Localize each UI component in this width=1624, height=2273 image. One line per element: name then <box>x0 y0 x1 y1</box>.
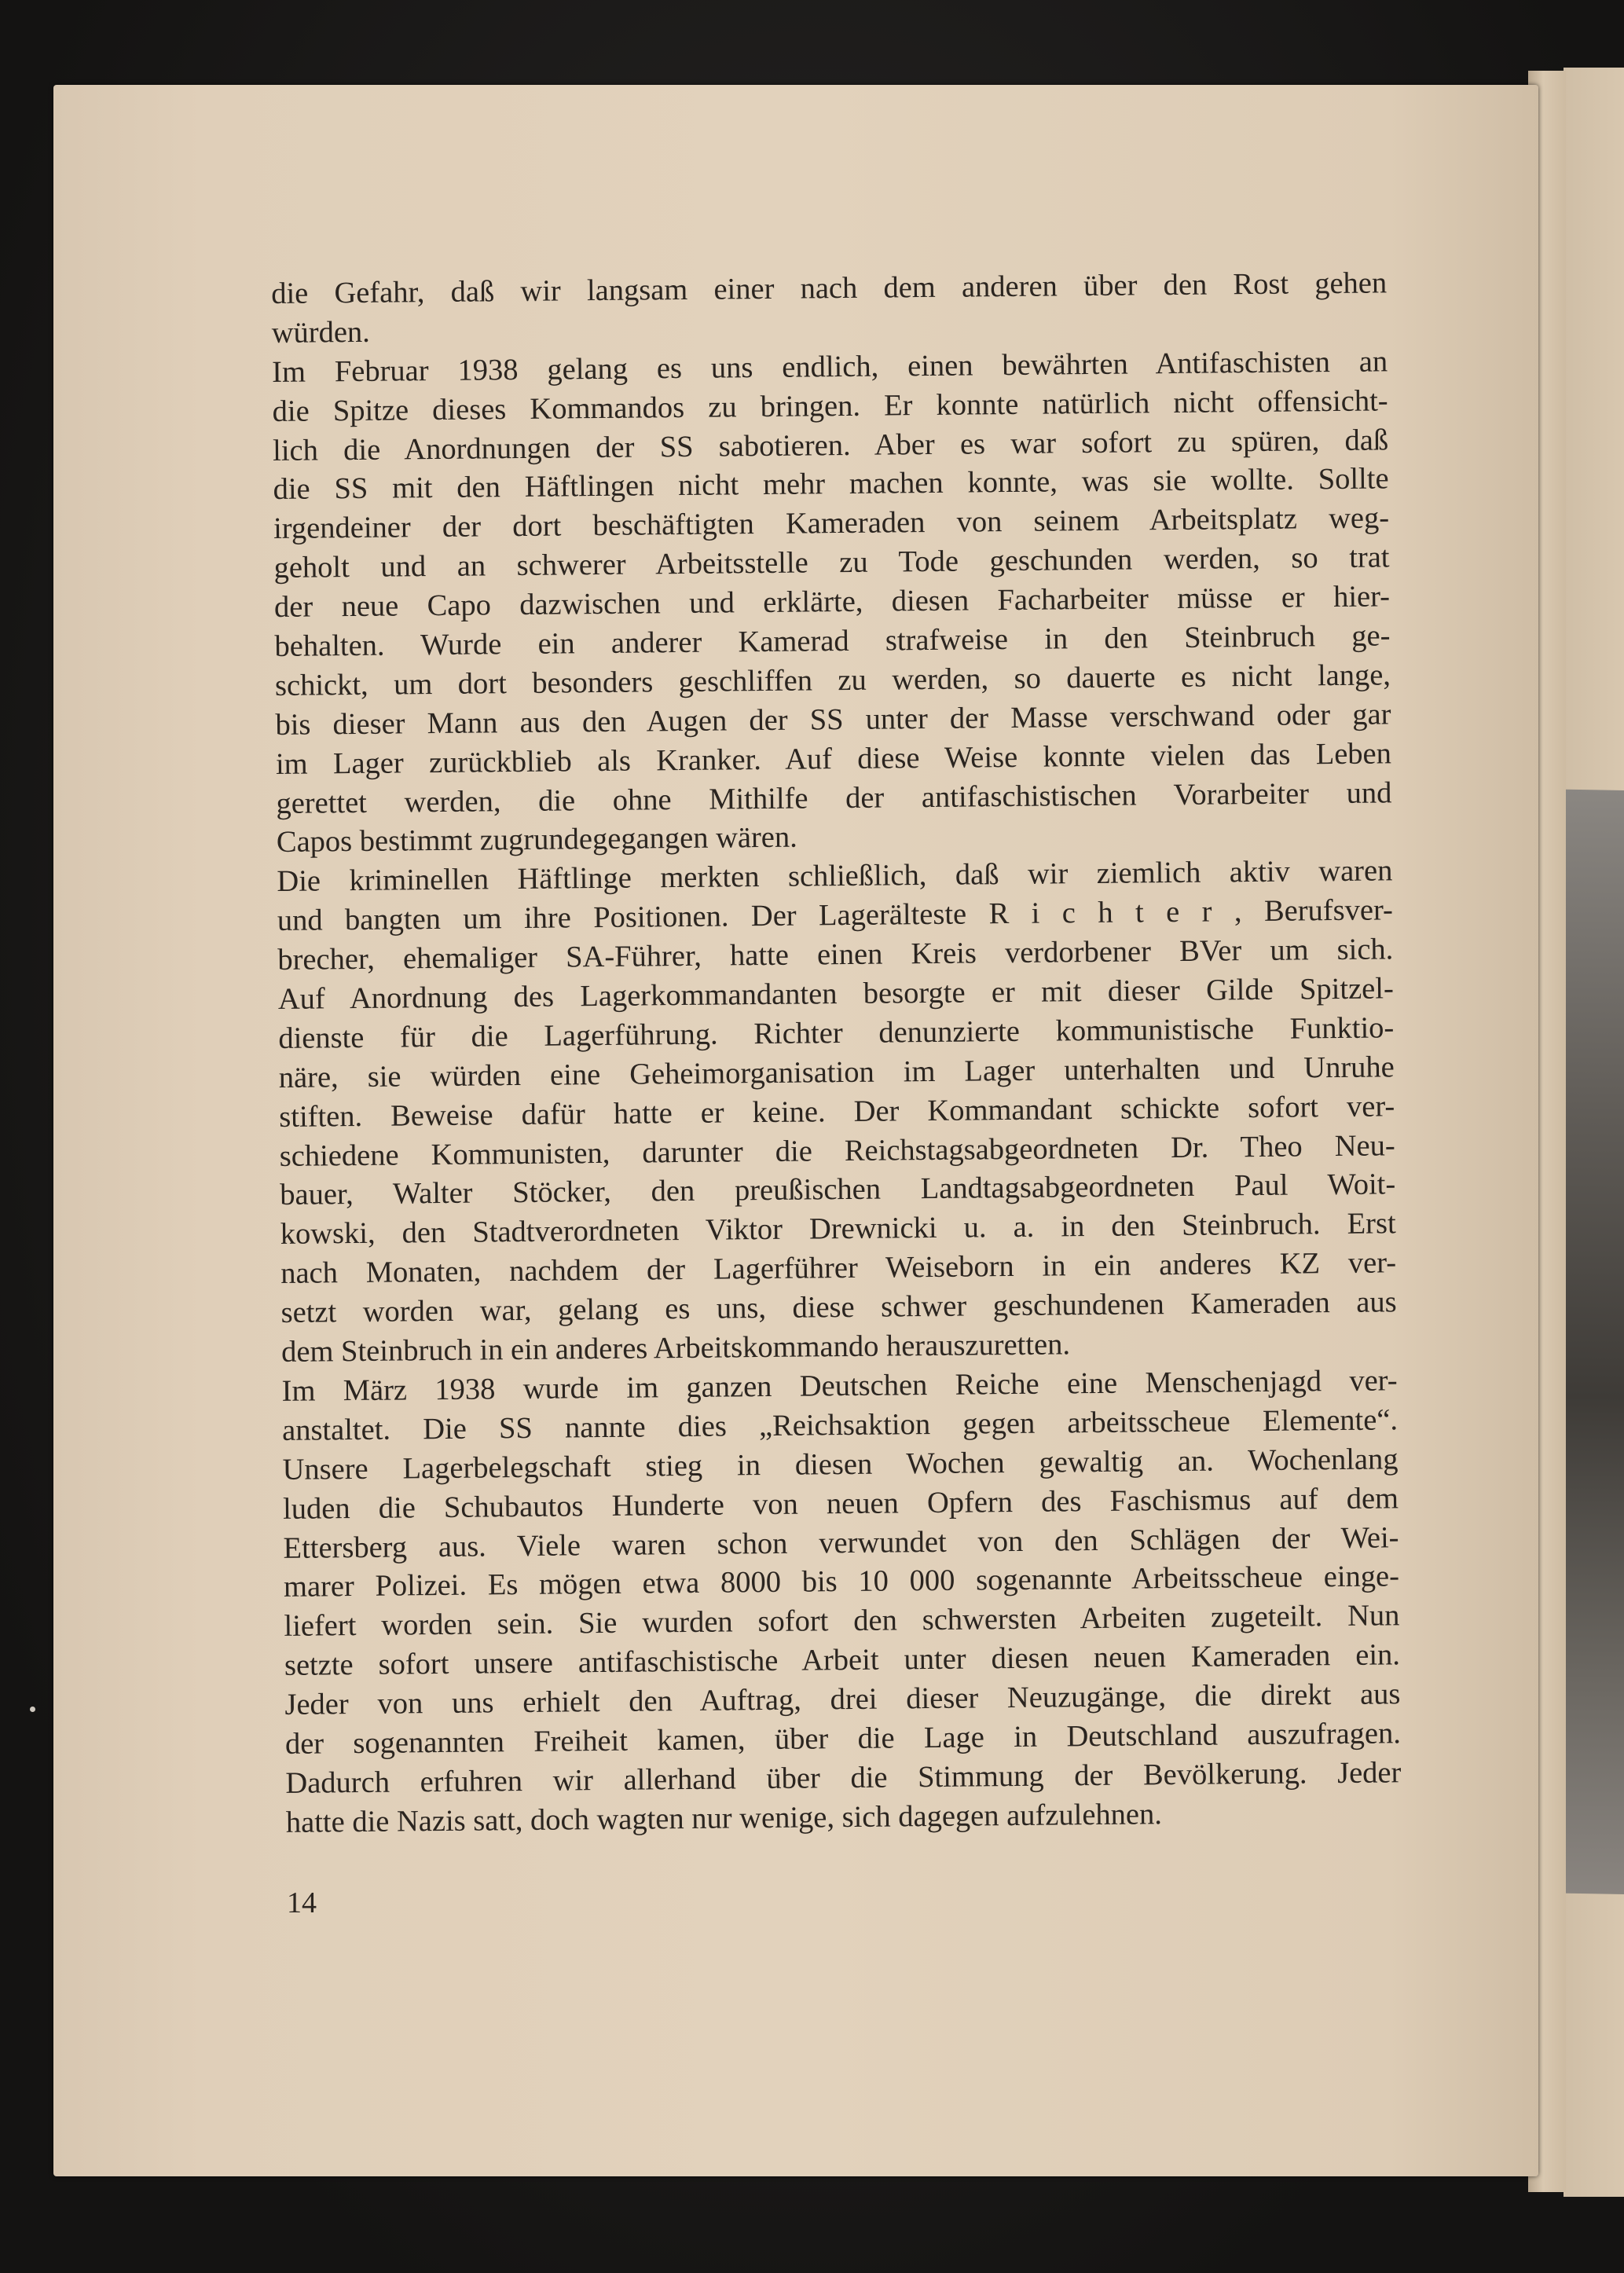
text-line: Auf Anordnung des Lagerkommandanten besorgte er mit dieser Gilde Spitzel- <box>277 972 1394 1016</box>
text-line: gerettet werden, die ohne Mithilfe der antifaschistischen Vorarbeiter und <box>276 775 1392 820</box>
text-line: bis dieser Mann aus den Augen der SS unter der Masse verschwand oder gar <box>275 698 1391 742</box>
text-line: hatte die Nazis satt, doch wagten nur wenige, sich dagegen aufzulehnen. <box>285 1797 1163 1839</box>
text-line: der sogenannten Freiheit kamen, über die Lage in Deutschland auszufragen. <box>284 1717 1402 1761</box>
text-line: irgendeiner der dort beschäftigten Kameraden von seinem Arbeitsplatz weg- <box>273 501 1390 546</box>
text-line: anstaltet. Die SS nannte dies „Reichsaktion gegen arbeitsscheue Elemente“. <box>281 1403 1399 1447</box>
text-line: dem Steinbruch in ein anderes Arbeitskommando herauszuretten. <box>280 1328 1071 1369</box>
text-line: Die kriminellen Häftlinge merkten schließlich, daß wir ziemlich aktiv waren <box>277 854 1393 899</box>
text-line: schiedene Kommunisten, darunter die Reichstagsabgeordneten Dr. Theo Neu- <box>279 1128 1395 1173</box>
text-line: bauer, Walter Stöcker, den preußischen Landtagsabgeordneten Paul Woit- <box>280 1168 1396 1212</box>
text-line: und bangten um ihre Positionen. Der Lagerälteste R i c h t e r , Berufsver- <box>277 893 1394 938</box>
page-number: 14 <box>287 1886 317 1919</box>
text-line: Im Februar 1938 gelang es uns endlich, einen bewährten Antifaschisten an <box>271 345 1388 389</box>
text-line: Ettersberg aus. Viele waren schon verwundet von den Schlägen der Wei- <box>283 1520 1399 1565</box>
text-line: die Gefahr, daß wir langsam einer nach dem anderen über den Rost gehen <box>271 266 1388 310</box>
text-line: die Spitze dieses Kommandos zu bringen. Er konnte natürlich nicht offensicht- <box>272 384 1388 428</box>
text-line: setzt worden war, gelang es uns, diese schwer geschundenen Kameraden aus <box>280 1285 1397 1330</box>
dust-speck <box>30 1707 35 1712</box>
text-line: luden die Schubautos Hunderte von neuen Opfern des Faschismus auf dem <box>282 1481 1399 1526</box>
text-line: Capos bestimmt zugrundegegangen wären. <box>276 821 797 860</box>
text-line: nach Monaten, nachdem der Lagerführer Weiseborn in ein anderes KZ ver- <box>280 1246 1397 1291</box>
text-line: Jeder von uns erhielt den Auftrag, drei dieser Neuzugänge, die direkt aus <box>284 1677 1401 1721</box>
text-line: behalten. Wurde ein anderer Kamerad strafweise in den Steinbruch ge- <box>274 619 1391 663</box>
text-line: Dadurch erfuhren wir allerhand über die Stimmung der Bevölkerung. Jeder <box>285 1756 1402 1800</box>
text-line: brecher, ehemaliger SA-Führer, hatte einen Kreis verdorbener BVer um sich. <box>277 933 1394 977</box>
text-line: marer Polizei. Es mögen etwa 8000 bis 10 000 sogenannte Arbeitsscheue einge- <box>283 1560 1400 1604</box>
text-line: kowski, den Stadtverordneten Viktor Drewnicki u. a. in den Steinbruch. Erst <box>280 1207 1396 1252</box>
text-line: Unsere Lagerbelegschaft stieg in diesen Wochen gewaltig an. Wochenlang <box>282 1443 1399 1487</box>
text-line: würden. <box>271 315 370 350</box>
text-line: dienste für die Lagerführung. Richter denunzierte kommunistische Funktio- <box>278 1011 1395 1055</box>
text-line: der neue Capo dazwischen und erklärte, diesen Facharbeiter müsse er hier- <box>273 580 1391 625</box>
text-line: liefert worden sein. Sie wurden sofort den schwersten Arbeiten zugeteilt. Nun <box>284 1599 1400 1644</box>
text-line: im Lager zurückblieb als Kranker. Auf diese Weise konnte vielen das Leben <box>275 737 1392 781</box>
text-line: die SS mit den Häftlingen nicht mehr machen konnte, was sie wollte. Sollte <box>273 462 1389 507</box>
text-line: näre, sie würden eine Geheimorganisation im Lager unterhalten und Unruhe <box>278 1050 1395 1094</box>
text-line: schickt, um dort besonders geschliffen zu werden, so dauerte es nicht lange, <box>274 658 1391 702</box>
text-line: geholt und an schwerer Arbeitsstelle zu Tode geschunden werden, so trat <box>273 541 1390 585</box>
text-line: stiften. Beweise dafür hatte er keine. Der Kommandant schickte sofort ver- <box>279 1090 1395 1134</box>
page-text <box>271 264 1402 1842</box>
text-line: lich die Anordnungen der SS sabotieren. Aber es war sofort zu spüren, daß <box>272 423 1389 467</box>
text-line: Im März 1938 wurde im ganzen Deutschen Reiche eine Menschenjagd ver- <box>281 1364 1398 1408</box>
text-line: setzte sofort unsere antifaschistische Arbeit unter diesen neuen Kameraden ein. <box>284 1638 1401 1683</box>
